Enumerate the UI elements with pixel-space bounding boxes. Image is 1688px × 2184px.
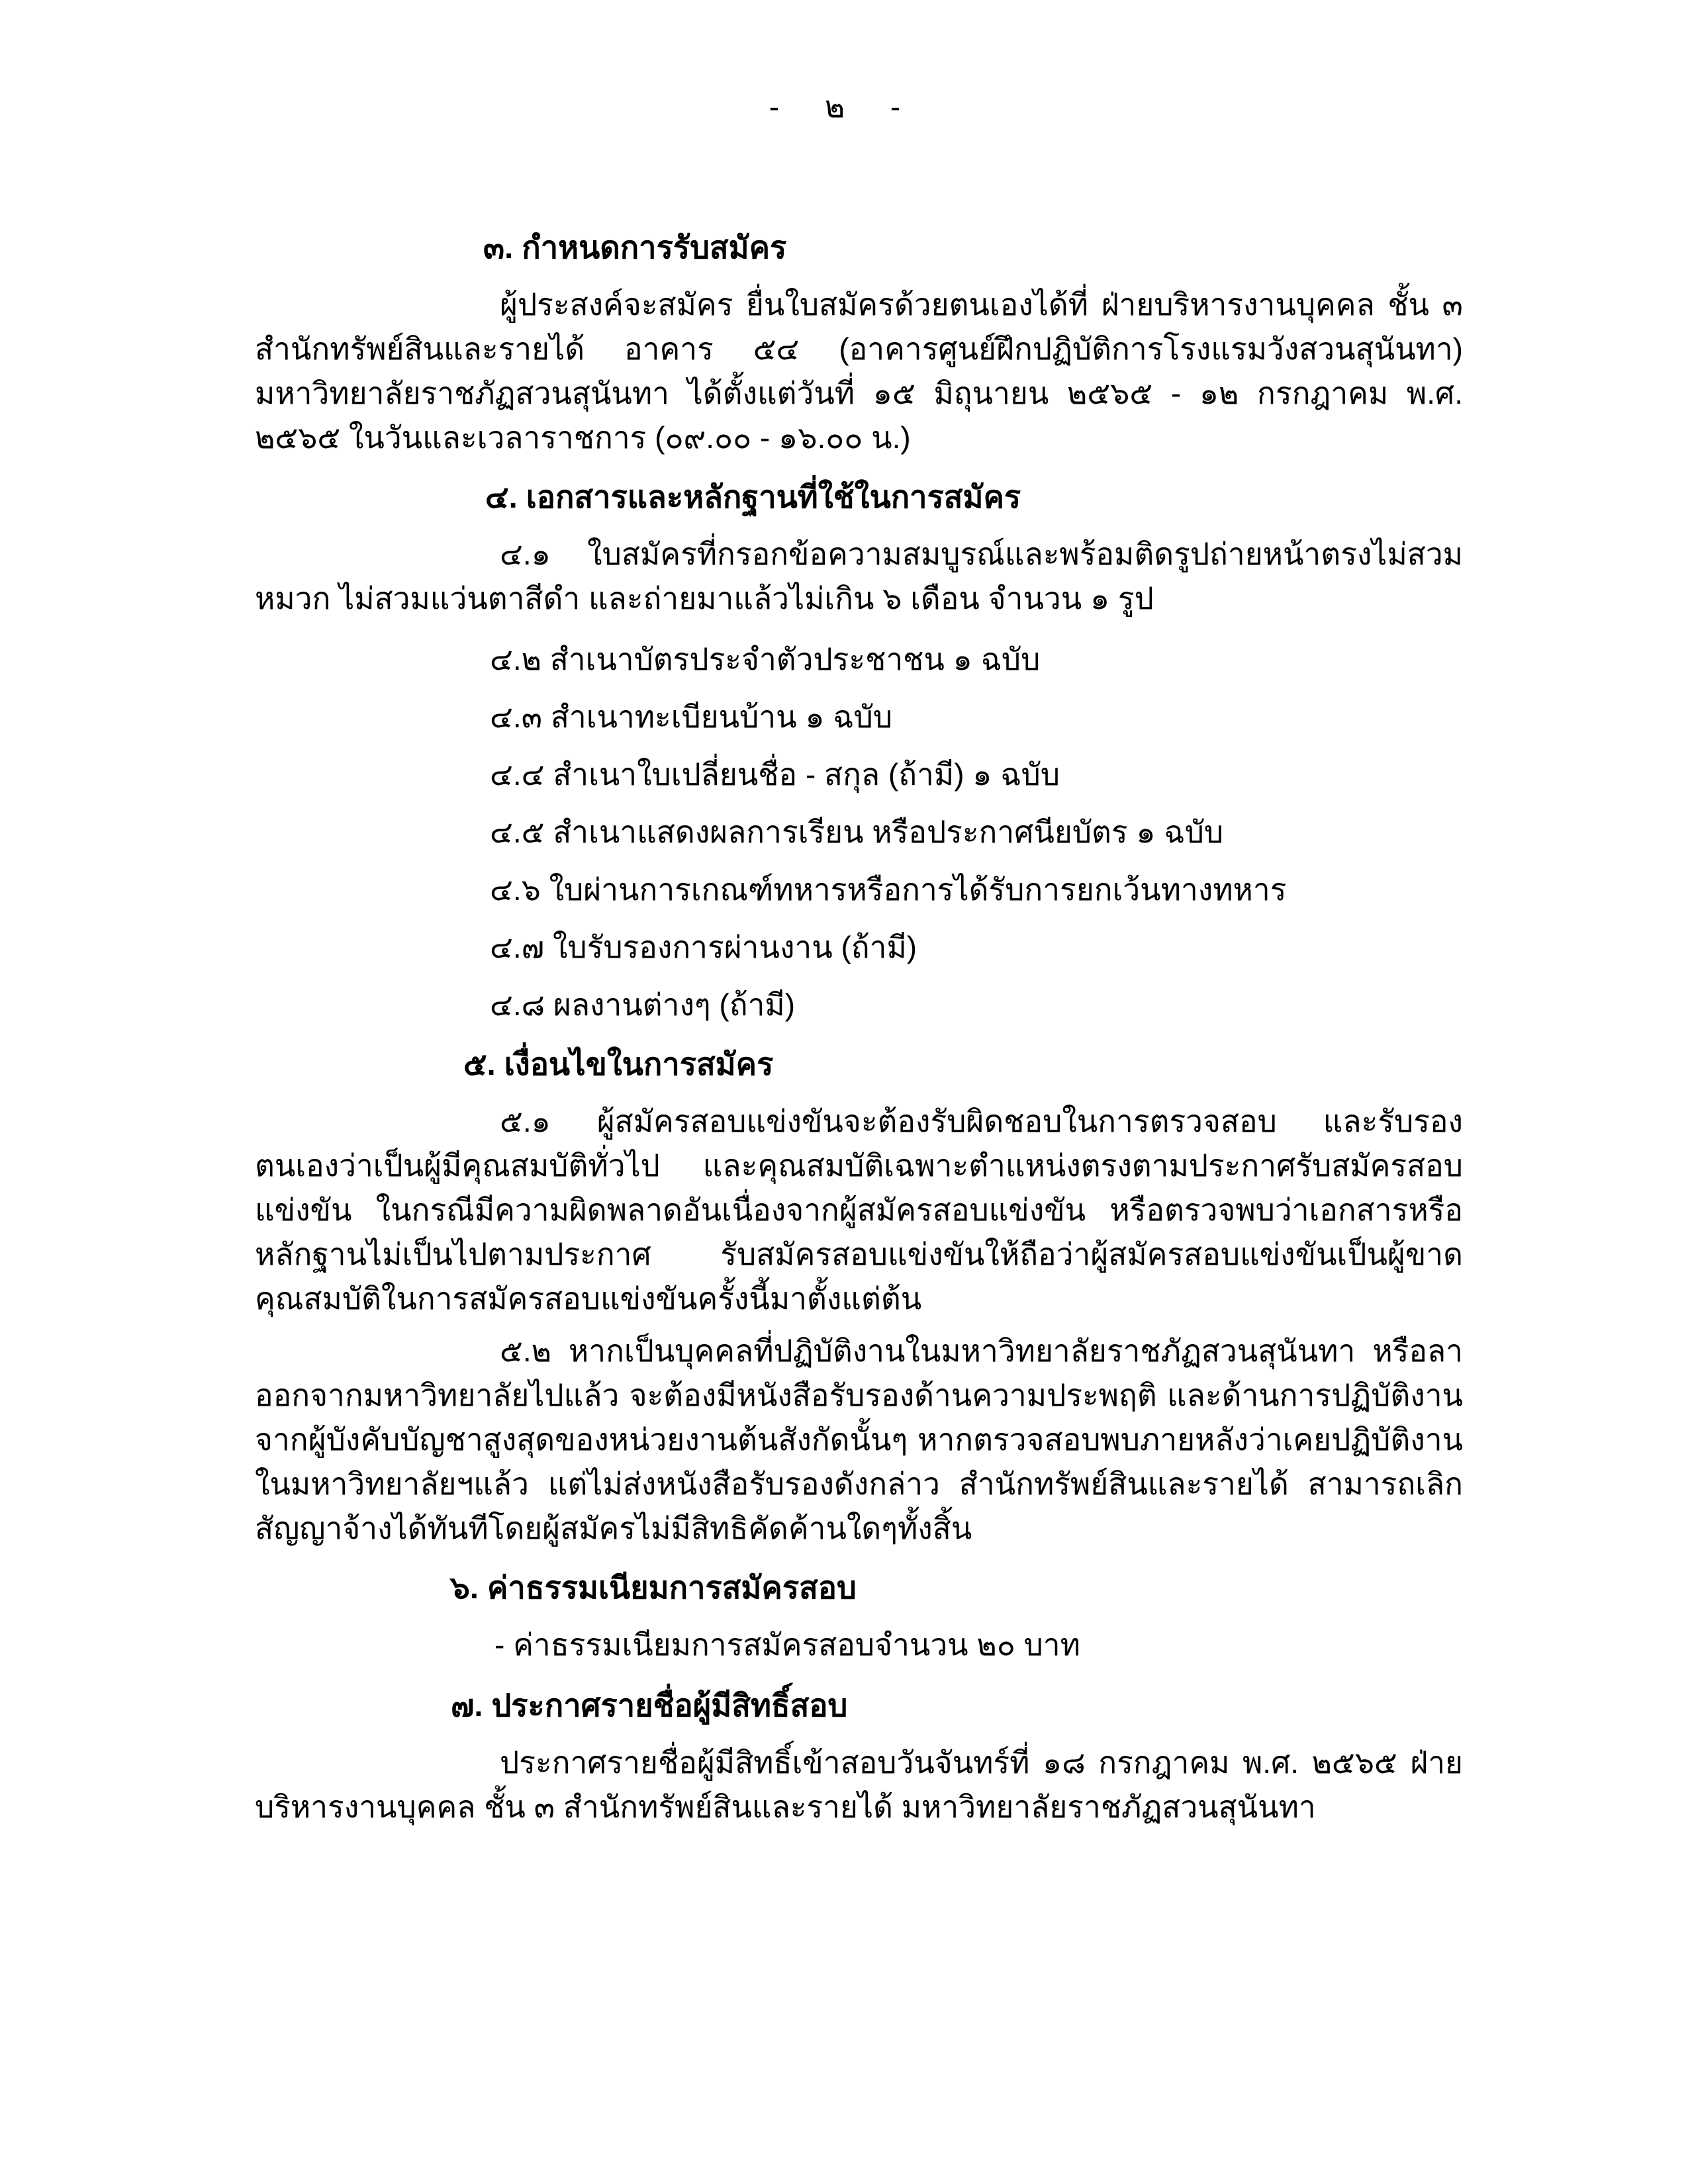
- section-4-item-4-8: ๔.๘ ผลงานต่างๆ (ถ้ามี): [490, 987, 796, 1022]
- page-number: - ๒ -: [769, 89, 919, 124]
- section-5-paragraph-5-1: ๕.๑ ผู้สมัครสอบแข่งขันจะต้องรับผิดชอบในการตรวจสอบ และรับรองตนเองว่าเป็นผู้มีคุณสมบัติทั่วไป และคุณสมบัติเฉพาะตำแหน่งตรงตามประกาศรับสมัครสอบแข่งขัน ในกรณีมีความผิดพลาดอันเนื่องจากผู้สมัครสอบแข่งขัน หรือตรวจพบว่าเอกสารหรือหลักฐานไม่เป็นไปตามประกาศ รับสมัครสอบแข่งขันให้ถือว่าผู้สมัครสอบแข่งขันเป็นผู้ขาดคุณสมบัติในการสมัครสอบแข่งขันครั้งนี้มาตั้งแต่ต้น: [255, 1104, 1463, 1316]
- section-6-heading: ๖. ค่าธรรมเนียมการสมัครสอบ: [450, 1570, 857, 1605]
- section-4-item-4-3: ๔.๓ สำเนาทะเบียนบ้าน ๑ ฉบับ: [490, 700, 893, 734]
- section-4-item-4-5: ๔.๕ สำเนาแสดงผลการเรียน หรือประกาศนียบัตร ๑ ฉบับ: [490, 815, 1224, 849]
- section-4-item-4-7: ๔.๗ ใบรับรองการผ่านงาน (ถ้ามี): [490, 930, 917, 964]
- section-5-heading: ๕. เงื่อนไขในการสมัคร: [463, 1046, 774, 1081]
- section-7-paragraph: ประกาศรายชื่อผู้มีสิทธิ์เข้าสอบวันจันทร์ที่ ๑๘ กรกฎาคม พ.ศ. ๒๕๖๕ ฝ่ายบริหารงานบุคคล ชั้น ๓ สำนักทรัพย์สินและรายได้ มหาวิทยาลัยราชภัฏสวนสุนันทา: [255, 1745, 1463, 1824]
- document-content: [255, 225, 1463, 1829]
- section-4-item-4-6: ๔.๖ ใบผ่านการเกณฑ์ทหารหรือการได้รับการยกเว้นทางทหาร: [490, 872, 1287, 907]
- section-3-paragraph: ผู้ประสงค์จะสมัคร ยื่นใบสมัครด้วยตนเองได้ที่ ฝ่ายบริหารงานบุคคล ชั้น ๓ สำนักทรัพย์สินและรายได้ อาคาร ๕๔ (อาคารศูนย์ฝึกปฏิบัติการโรงแรมวังสวนสุนันทา) มหาวิทยาลัยราชภัฏสวนสุนันทา ได้ตั้งแต่วันที่ ๑๕ มิถุนายน ๒๕๖๕ - ๑๒ กรกฎาคม พ.ศ. ๒๕๖๕ ในวันและเวลาราชการ (๐๙.๐๐ - ๑๖.๐๐ น.): [255, 287, 1463, 455]
- section-4-item-4-4: ๔.๔ สำเนาใบเปลี่ยนชื่อ - สกุล (ถ้ามี) ๑ ฉบับ: [490, 757, 1060, 792]
- section-6-fee-item: - ค่าธรรมเนียมการสมัครสอบจำนวน ๒๐ บาท: [494, 1627, 1080, 1662]
- section-7-heading: ๗. ประกาศรายชื่อผู้มีสิทธิ์สอบ: [451, 1688, 848, 1723]
- section-5-paragraph-5-2: ๕.๒ หากเป็นบุคคลที่ปฏิบัติงานในมหาวิทยาลัยราชภัฏสวนสุนันทา หรือลาออกจากมหาวิทยาลัยไปแล้ว จะต้องมีหนังสือรับรองด้านความประพฤติ และด้านการปฏิบัติงานจากผู้บังคับบัญชาสูงสุดของหน่วยงานต้นสังกัดนั้นๆ หากตรวจสอบพบภายหลังว่าเคยปฏิบัติงานในมหาวิทยาลัยฯแล้ว แต่ไม่ส่งหนังสือรับรองดังกล่าว สำนักทรัพย์สินและรายได้ สามารถเลิกสัญญาจ้างได้ทันทีโดยผู้สมัครไม่มีสิทธิคัดค้านใดๆทั้งสิ้น: [255, 1334, 1463, 1545]
- section-4-item-4-2: ๔.๒ สำเนาบัตรประจำตัวประชาชน ๑ ฉบับ: [490, 642, 1041, 676]
- section-4-heading: ๔. เอกสารและหลักฐานที่ใช้ในการสมัคร: [485, 479, 1021, 514]
- section-3-heading: ๓. กำหนดการรับสมัคร: [483, 230, 787, 265]
- section-4-item-4-1: ๔.๑ ใบสมัครที่กรอกข้อความสมบูรณ์และพร้อมติดรูปถ่ายหน้าตรงไม่สวมหมวก ไม่สวมแว่นตาสีดำ และถ่ายมาแล้วไม่เกิน ๖ เดือน จำนวน ๑ รูป: [255, 537, 1463, 615]
- section-4-items: [255, 637, 1463, 1027]
